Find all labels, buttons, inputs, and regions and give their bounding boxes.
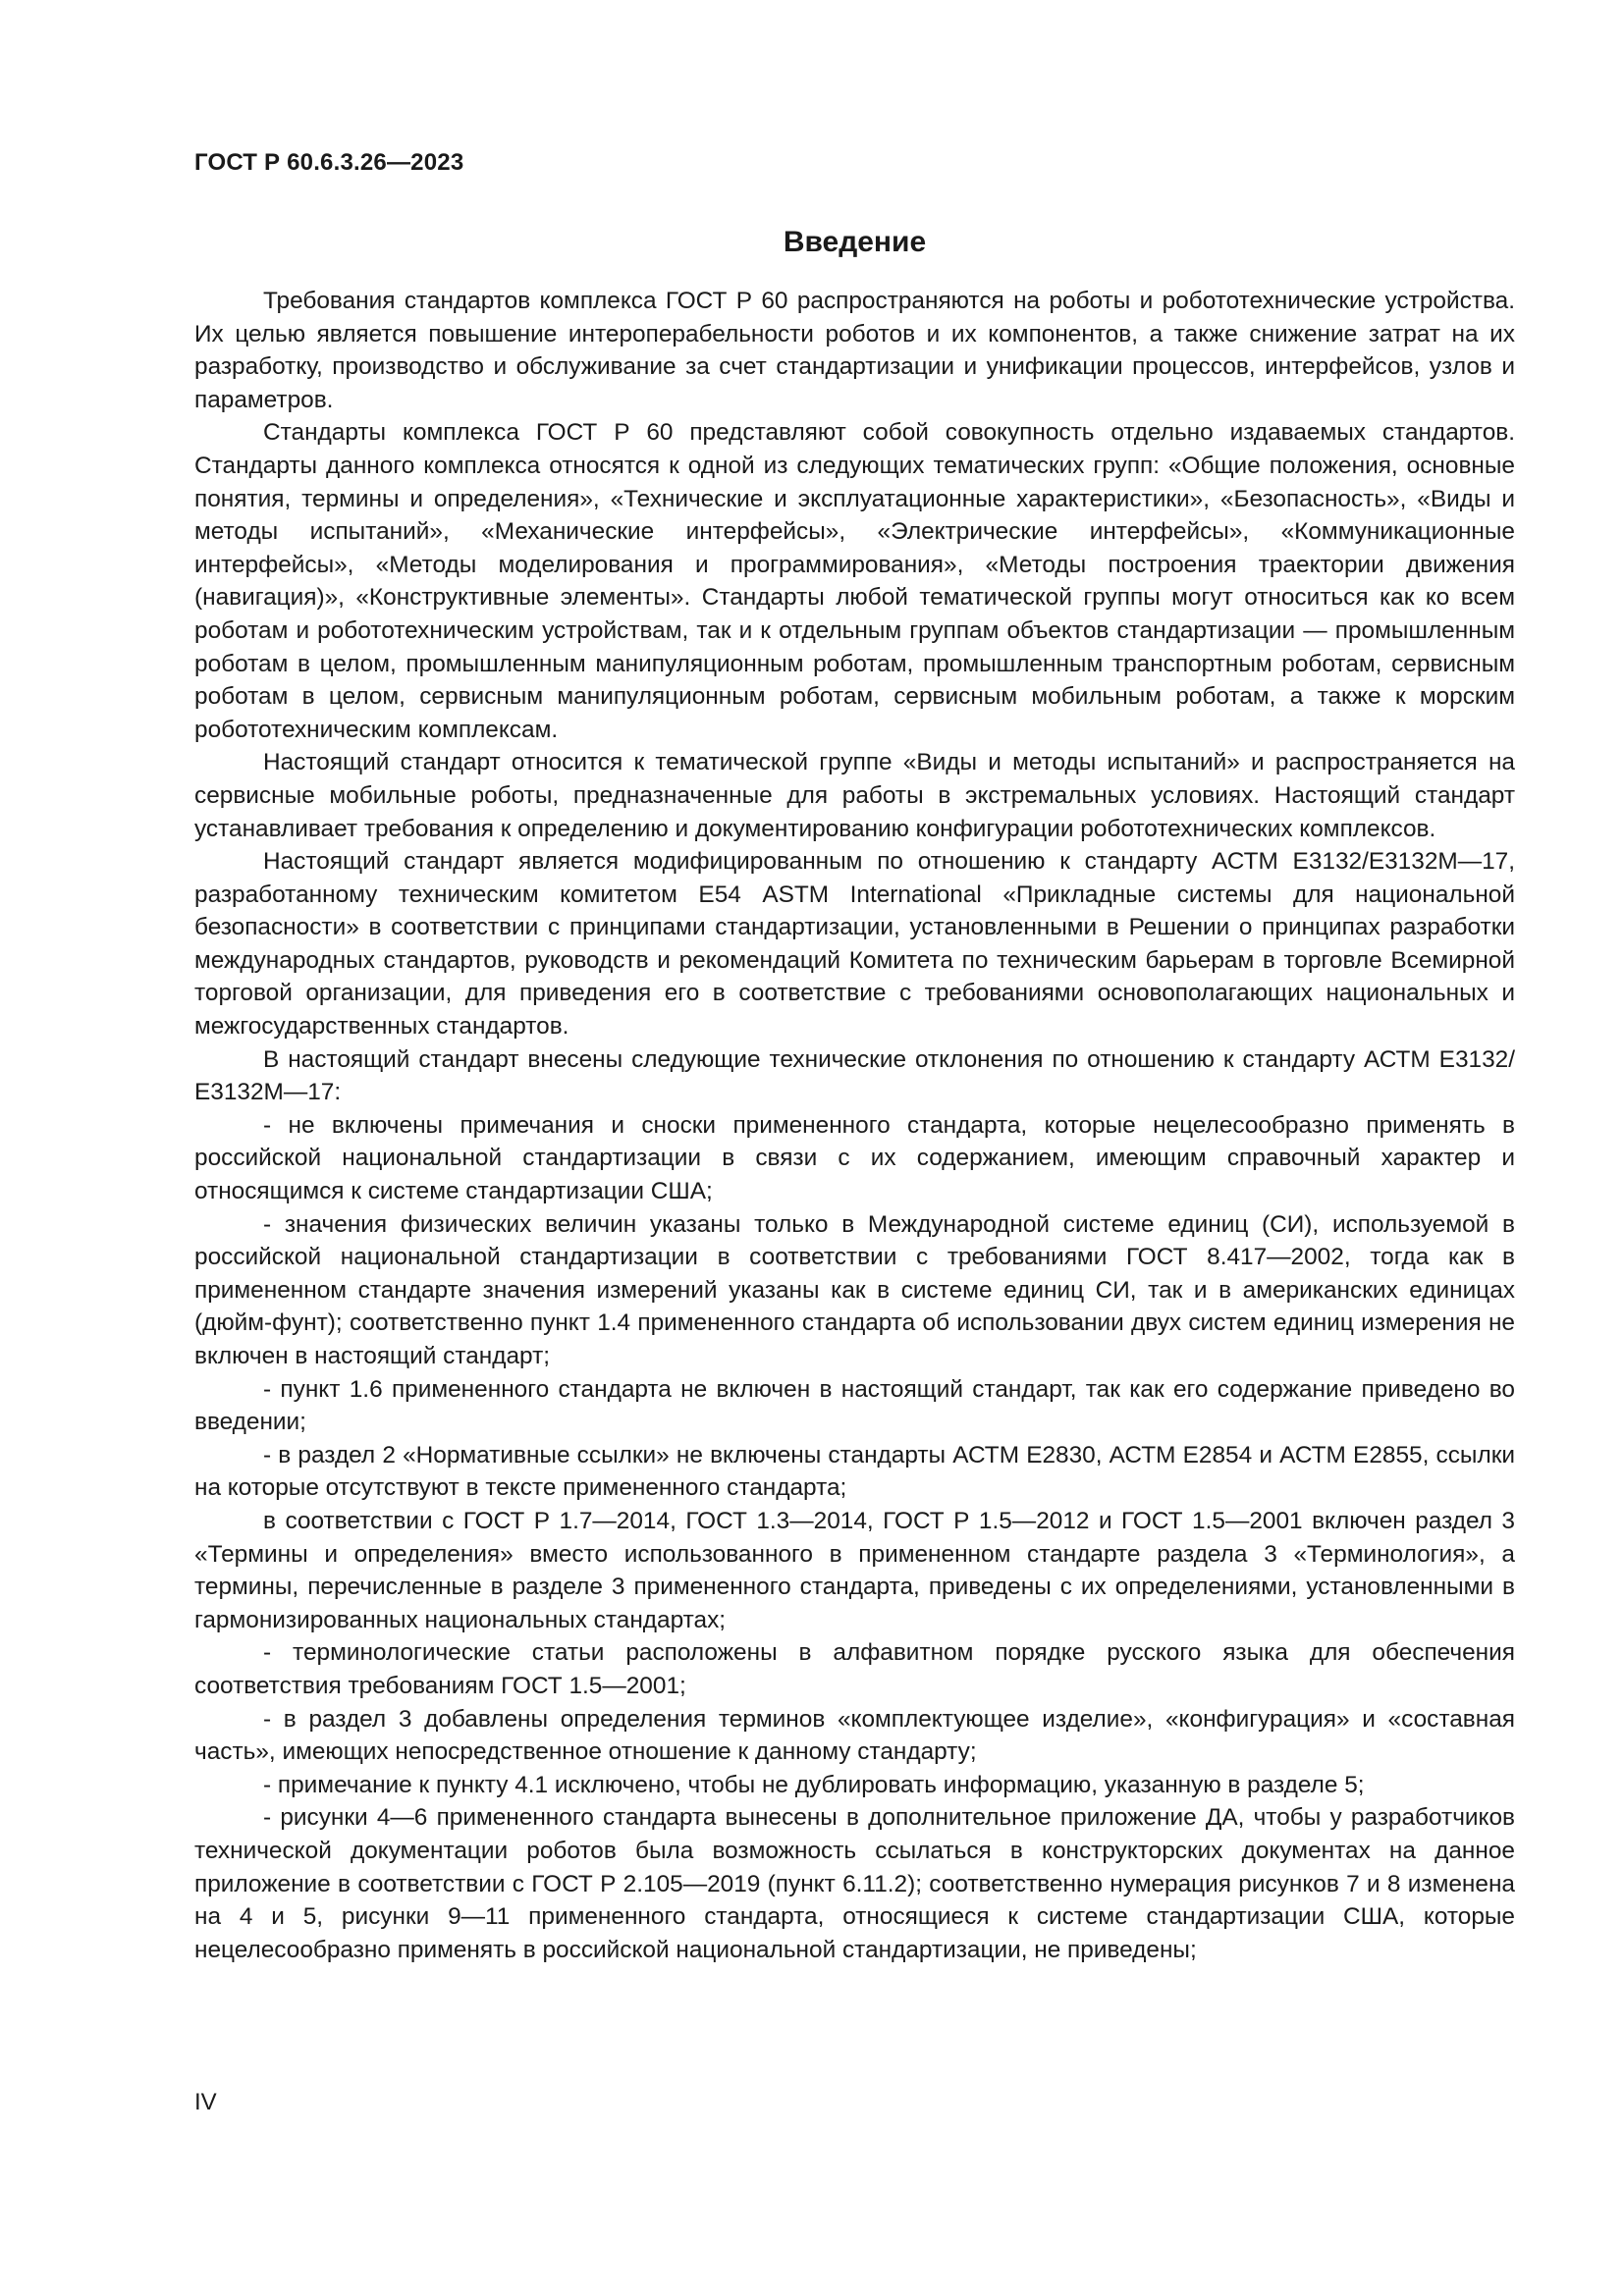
- body-text: [194, 285, 1515, 1966]
- list-item: - примечание к пункту 4.1 исключено, чтобы не дублировать информацию, указанную в разделе 5;: [263, 1771, 1365, 1798]
- page-number: IV: [194, 2089, 217, 2115]
- paragraph: Требования стандартов комплекса ГОСТ Р 60 распространяются на роботы и робототехнические устройства. Их целью является повышение интероперабельности роботов и их компонентов, а также снижение затрат на их разработку, производство и обслуживание за счет стандартизации и унификации процессов, интерфейсов, узлов и параметров.: [194, 288, 1515, 413]
- list-item: - пункт 1.6 примененного стандарта не включен в настоящий стандарт, так как его содержание приведено во введении;: [194, 1375, 1515, 1436]
- list-item: - рисунки 4—6 примененного стандарта вынесены в дополнительное приложение ДА, чтобы у разработчиков технической документации роботов была возможность ссылаться в конструкторских документах на данное приложение в соответствии с ГОСТ Р 2.105—2019 (пункт 6.11.2); соответственно нумерация рисунков 7 и 8 изменена на 4 и 5, рисунки 9—11 примененного стандарта, относящиеся к системе стандартизации США, которые нецелесообразно применять в российской национальной стандартизации, не приведены;: [194, 1804, 1515, 1963]
- list-item: - в раздел 2 «Нормативные ссылки» не включены стандарты АСТМ Е2830, АСТМ Е2854 и АСТМ Е2855, ссылки на которые отсутствуют в тексте примененного стандарта;: [194, 1441, 1515, 1502]
- list-item: - значения физических величин указаны только в Международной системе единиц (СИ), используемой в российской национальной стандартизации в соответствии с требованиями ГОСТ 8.417—2002, тогда как в примененном стандарте значения измерений указаны как в системе единиц СИ, так и в американских единицах (дюйм-фунт); соответственно пункт 1.4 примененного стандарта об использовании двух систем единиц измерения не включен в настоящий стандарт;: [194, 1210, 1515, 1369]
- paragraph: Настоящий стандарт относится к тематической группе «Виды и методы испытаний» и распространяется на сервисные мобильные роботы, предназначенные для работы в экстремальных условиях. Настоящий стандарт устанавливает требования к определению и документированию конфигурации робототехнических комплексов.: [194, 749, 1515, 842]
- list-item: - не включены примечания и сноски примененного стандарта, которые нецелесообразно применять в российской национальной стандартизации в связи с их содержанием, имеющим справочный характер и относящимся к системе стандартизации США;: [194, 1111, 1515, 1205]
- list-item: - в раздел 3 добавлены определения терминов «комплектующее изделие», «конфигурация» и «составная часть», имеющих непосредственное отношение к данному стандарту;: [194, 1705, 1515, 1766]
- paragraph: Стандарты комплекса ГОСТ Р 60 представляют собой совокупность отдельно издаваемых стандартов. Стандарты данного комплекса относятся к одной из следующих тематических групп: «Общие положения, основные понятия, термины и определения», «Технические и эксплуатационные характеристики», «Безопасность», «Виды и методы испытаний», «Механические интерфейсы», «Электрические интерфейсы», «Коммуникационные интерфейсы», «Методы моделирования и программирования», «Методы построения траектории движения (навигация)», «Конструктивные элементы». Стандарты любой тематической группы могут относиться как ко всем роботам и робототехническим устройствам, так и к отдельным группам объектов стандартизации — промышленным роботам в целом, промышленным манипуляционным роботам, промышленным транспортным роботам, сервисным роботам в целом, сервисным манипуляционным роботам, сервисным мобильным роботам, а также к морским робототехническим комплексам.: [194, 419, 1515, 743]
- paragraph: Настоящий стандарт является модифицированным по отношению к стандарту АСТМ Е3132/Е3132М—17, разработанному техническим комитетом Е54 ASTM International «Прикладные системы для национальной безопасности» в соответствии с принципами стандартизации, установленными в Решении о принципах разработки международных стандартов, руководств и рекомендаций Комитета по техническим барьерам в торговле Всемирной торговой организации, для приведения его в соответствие с требованиями основополагающих национальных и межгосударственных стандартов.: [194, 848, 1515, 1041]
- list-item: в соответствии с ГОСТ Р 1.7—2014, ГОСТ 1.3—2014, ГОСТ Р 1.5—2012 и ГОСТ 1.5—2001 включен раздел 3 «Термины и определения» вместо использованного в примененном стандарте раздела 3 «Терминология», а термины, перечисленные в разделе 3 примененного стандарта, приведены с их определениями, установленными в гармонизированных национальных стандартах;: [194, 1507, 1515, 1633]
- section-title: Введение: [783, 226, 927, 258]
- paragraph: В настоящий стандарт внесены следующие технические отклонения по отношению к стандарту АСТМ Е3132/Е3132М—17:: [194, 1045, 1515, 1106]
- list-item: - терминологические статьи расположены в алфавитном порядке русского языка для обеспечения соответствия требованиям ГОСТ 1.5—2001;: [194, 1639, 1515, 1699]
- standard-code-header: ГОСТ Р 60.6.3.26—2023: [194, 149, 464, 176]
